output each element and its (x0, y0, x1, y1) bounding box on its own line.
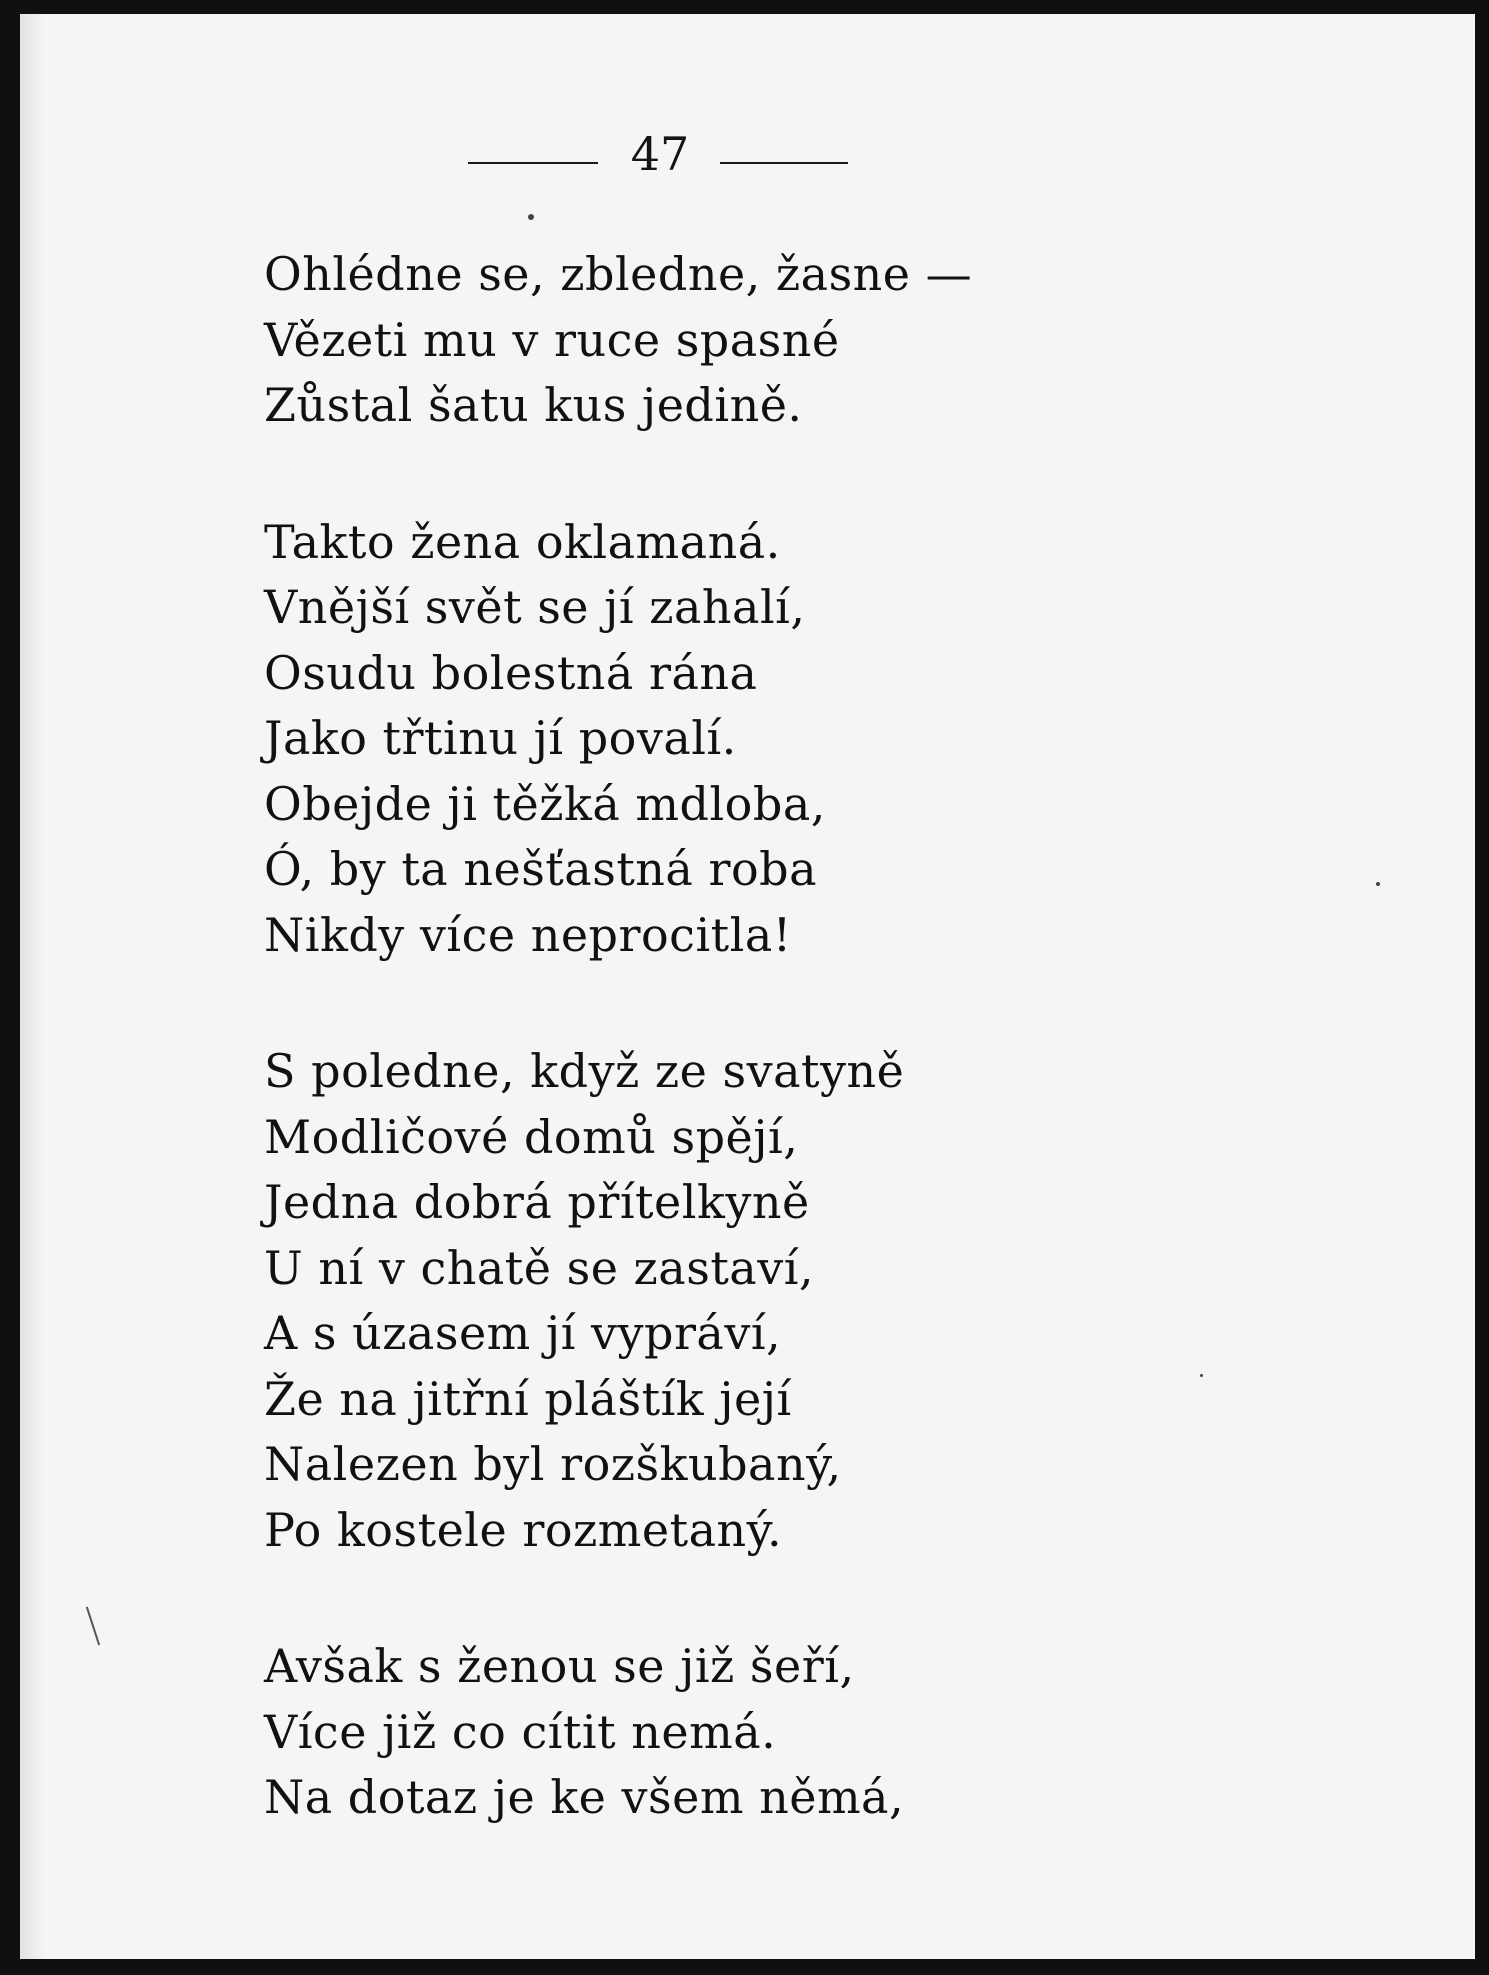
verse-line: Na dotaz je ke všem němá, (264, 1770, 905, 1824)
stanza (264, 1039, 1264, 1563)
verse-line: U ní v chatě se zastaví, (264, 1240, 815, 1295)
stanza (264, 1634, 1264, 1831)
scanned-page (20, 14, 1475, 1959)
verse-line: Po kostele rozmetaný. (264, 1502, 783, 1557)
verse-line: Modličové domů spějí, (264, 1109, 799, 1164)
verse-line: Jako třtinu jí povalí. (264, 711, 737, 765)
verse-line: Vnější svět se jí zahalí, (264, 580, 806, 634)
verse-line: A s úzasem jí vypráví, (264, 1306, 782, 1360)
verse-line: Ó, by ta nešťastná roba (264, 842, 818, 896)
verse-line: Vězeti mu v ruce spasné (264, 312, 840, 367)
page-edge-shadow (20, 14, 44, 1959)
page-number: 47 (630, 127, 690, 181)
stanza (264, 242, 1264, 439)
scan-scratch (86, 1607, 100, 1646)
verse-line: Osudu bolestná rána (264, 645, 758, 700)
verse-line: Ohlédne se, zbledne, žasne — (264, 247, 973, 301)
scan-speck (1376, 882, 1380, 886)
header-rule-right (720, 162, 848, 164)
verse-line: Že na jitřní pláštík její (264, 1371, 792, 1426)
verse-line: Obejde ji těžká mdloba, (264, 776, 826, 831)
verse-line: Avšak s ženou se již šeří, (264, 1639, 855, 1693)
verse-line: Takto žena oklamaná. (264, 514, 781, 569)
verse-line: Zůstal šatu kus jedině. (264, 378, 803, 432)
scan-speck (528, 214, 534, 220)
poem-body (264, 242, 1264, 1902)
page-header (20, 124, 1475, 184)
verse-line: Nikdy více neprocitla! (264, 907, 792, 962)
verse-line: Více již co cítit nemá. (264, 1704, 777, 1759)
header-rule-left (468, 162, 598, 164)
scan-speck (1200, 1374, 1203, 1377)
stanza (264, 510, 1264, 969)
verse-line: Nalezen byl rozškubaný, (264, 1437, 842, 1491)
verse-line: S poledne, když ze svatyně (264, 1044, 905, 1098)
verse-line: Jedna dobrá přítelkyně (264, 1175, 810, 1229)
